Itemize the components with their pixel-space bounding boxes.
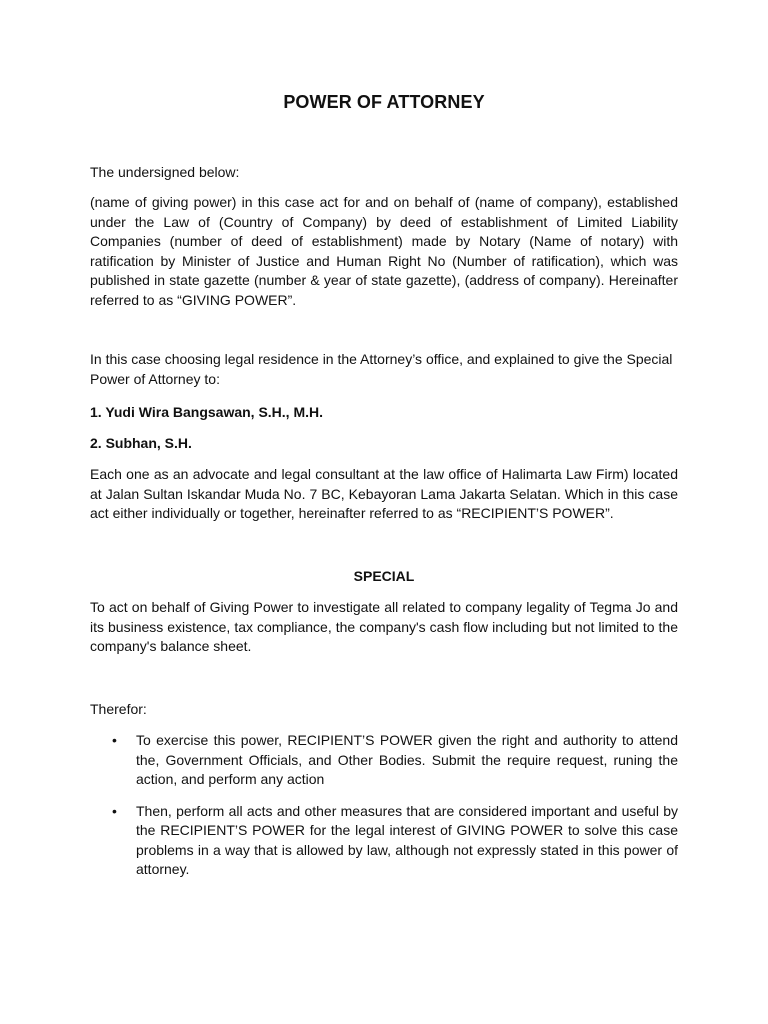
bullet-text: To exercise this power, RECIPIENT’S POWER given the right and authority to attend the, Government Officials, and Other Bodies. Submit the require request, runing the action, and perform any action bbox=[136, 732, 678, 787]
list-item bbox=[90, 731, 678, 790]
bullet-text: Then, perform all acts and other measures that are considered important and useful by the RECIPIENT’S POWER for the legal interest of GIVING POWER to solve this case problems in a way that is allowed by law, although not expressly stated in this power of attorney. bbox=[136, 802, 678, 877]
attorney-1: 1. Yudi Wira Bangsawan, S.H., M.H. bbox=[90, 404, 324, 420]
bullet-icon: • bbox=[112, 802, 117, 819]
document-title: POWER OF ATTORNEY bbox=[283, 92, 485, 112]
giving-power-paragraph: (name of giving power) in this case act for and on behalf of (name of company), established under the Law of (Country of Company) by deed of establishment of Limited Liability Companies (number of deed of establishment) made by Notary (Name of notary) with ratification by Minister of Justice and Human Right No (Number of ratification), which was published in state gazette (number & year of state gazette), (address of company). Hereinafter referred to as “GIVING POWER”. bbox=[90, 194, 678, 308]
advocate-paragraph: Each one as an advocate and legal consultant at the law office of Halimarta Law Firm) located at Jalan Sultan Iskandar Muda No. 7 BC, Kebayoran Lama Jakarta Selatan. Which in this case act either individually or together, hereinafter referred to as “RECIPIENT’S POWER”. bbox=[90, 466, 678, 521]
bullet-icon: • bbox=[112, 732, 117, 748]
bullet-list bbox=[90, 731, 678, 880]
document-page bbox=[90, 0, 678, 1024]
special-paragraph: To act on behalf of Giving Power to investigate all related to company legality of Tegma Jo and its business existence, tax compliance, the company's cash flow including but not limited to the company's balance sheet. bbox=[90, 599, 678, 654]
special-heading: SPECIAL bbox=[353, 568, 415, 584]
list-item bbox=[90, 802, 678, 880]
undersigned-line: The undersigned below: bbox=[90, 164, 240, 180]
therefor-line: Therefor: bbox=[90, 701, 147, 717]
residence-paragraph: In this case choosing legal residence in the Attorney’s office, and explained to give the Special Power of Attorney to: bbox=[90, 351, 673, 387]
attorney-2: 2. Subhan, S.H. bbox=[90, 435, 192, 451]
